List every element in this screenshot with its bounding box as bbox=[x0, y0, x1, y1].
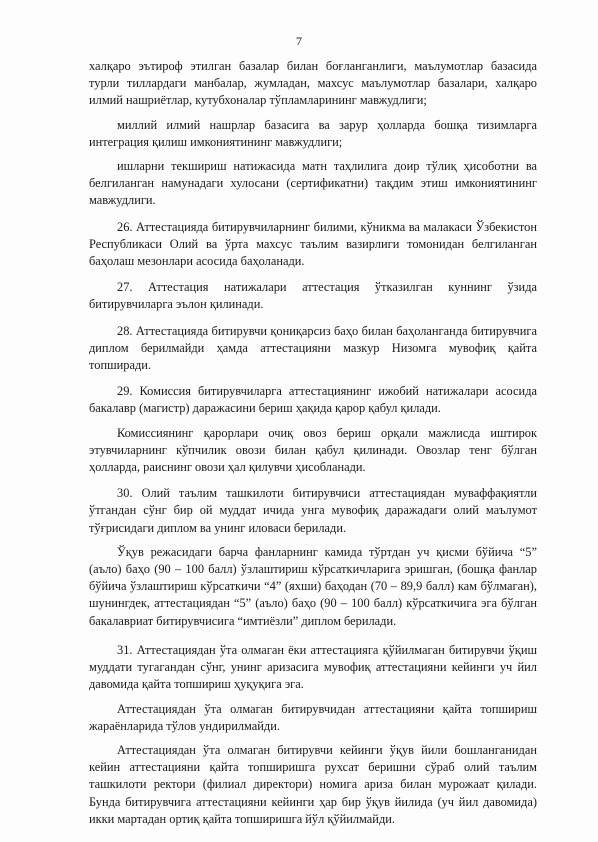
paragraph-integration: миллий илмий нашрлар базасига ва зарур ҳолларда бошқа тизимларга интеграция қилиш имкониятининг мавжудлиги; bbox=[89, 117, 537, 149]
paragraph-report: ишларни текшириш натижасида матн таҳлилига доир тўлиқ ҳисоботни ва белгиланган намунадаги хулосани (сертификатни) тақдим этиш имкониятининг мавжудлиги. bbox=[89, 159, 537, 208]
page-number: 7 bbox=[296, 34, 302, 48]
paragraph-retake-request: Аттестациядан ўта олмаган битирувчи кейинги ўқув йили бошланганидан кейин аттестацияни қайта топширишга рухсат беришни сўраб олий таълим ташкилоти ректори (филиал директори) номига ариза билан мурожаат қилади. Бунда битирувчига аттестацияни кейинги ҳар бир ўқув йилида (уч йил давомида) икки мартадан ортиқ қайта топширишга йўл қўйилмайди. bbox=[89, 742, 537, 826]
paragraph-commission-decisions: Комиссиянинг қарорлари очиқ овоз бериш орқали мажлисда иштирок этувчиларнинг кўпчилик овози билан қабул қилинади. Овозлар тенг бўлган ҳолларда, раиснинг овози ҳал қилувчи ҳисобланади. bbox=[89, 425, 537, 475]
document-body bbox=[89, 58, 537, 828]
paragraph-item-31: 31. Аттестациядан ўта олмаган ёки аттестацияга қўйилмаган битирувчи ўқиш муддати тугагандан сўнг, унинг аризасига мувофиқ аттестацияни кейинги уч йил давомида қайта топшириш ҳуқуқига эга. bbox=[89, 642, 537, 692]
paragraph-item-30: 30. Олий таълим ташкилоти битирувчиси аттестациядан муваффақиятли ўтгандан сўнг бир ой муддат ичида унга мувофиқ даражадаги олий маълумот тўғрисидаги диплом ва унинг иловаси берилади. bbox=[89, 486, 537, 535]
paragraph-no-fee: Аттестациядан ўта олмаган битирувчидан аттестацияни қайта топшириш жараёнларида тўлов ундирилмайди. bbox=[89, 701, 537, 733]
paragraph-item-27: 27. Аттестация натижалари аттестация ўтказилган куннинг ўзида битирувчиларга эълон қилинади. bbox=[89, 280, 537, 312]
paragraph-honors-diploma: Ўқув режасидаги барча фанларнинг камида тўртдан уч қисми бўйича “5” (аъло) баҳо (90 – 100 балл) ўзлаштириш кўрсаткичларига эришган, (бошқа фанлар бўйича ўзлаштириш кўрсаткичи “4” (яхши) баҳодан (70 – 89,9 балл) кам бўлмаган), шунингдек, аттестациядан “5” (аъло) баҳо (90 – 100 балл) кўрсаткичига эга бўлган бакалавриат битирувчисига “имтиёзли” диплом берилади. bbox=[89, 544, 537, 628]
paragraph-item-26: 26. Аттестацияда битирувчиларнинг билими, кўникма ва малакаси Ўзбекистон Республикаси Олий ва ўрта махсус таълим вазирлиги томонидан белгиланган баҳолаш мезонлари асосида баҳоланади. bbox=[89, 219, 537, 269]
paragraph-item-29: 29. Комиссия битирувчиларга аттестациянинг ижобий натижалари асосида бакалавр (магистр) даражасини бериш ҳақида қарор қабул қилади. bbox=[89, 384, 537, 416]
paragraph-item-28: 28. Аттестацияда битирувчи қониқарсиз баҳо билан баҳоланганда битирувчига диплом берилмайди ҳамда аттестацияни мазкур Низомга мувофиқ қайта топширади. bbox=[89, 323, 537, 373]
paragraph-databases: халқаро эътироф этилган базалар билан боғланганлиги, маълумотлар базасида турли тиллардаги манбалар, жумладан, махсус маълумотлар базалари, халқаро илмий нашриётлар, кутубхоналар тўпламларининг мавжудлиги; bbox=[89, 59, 537, 108]
